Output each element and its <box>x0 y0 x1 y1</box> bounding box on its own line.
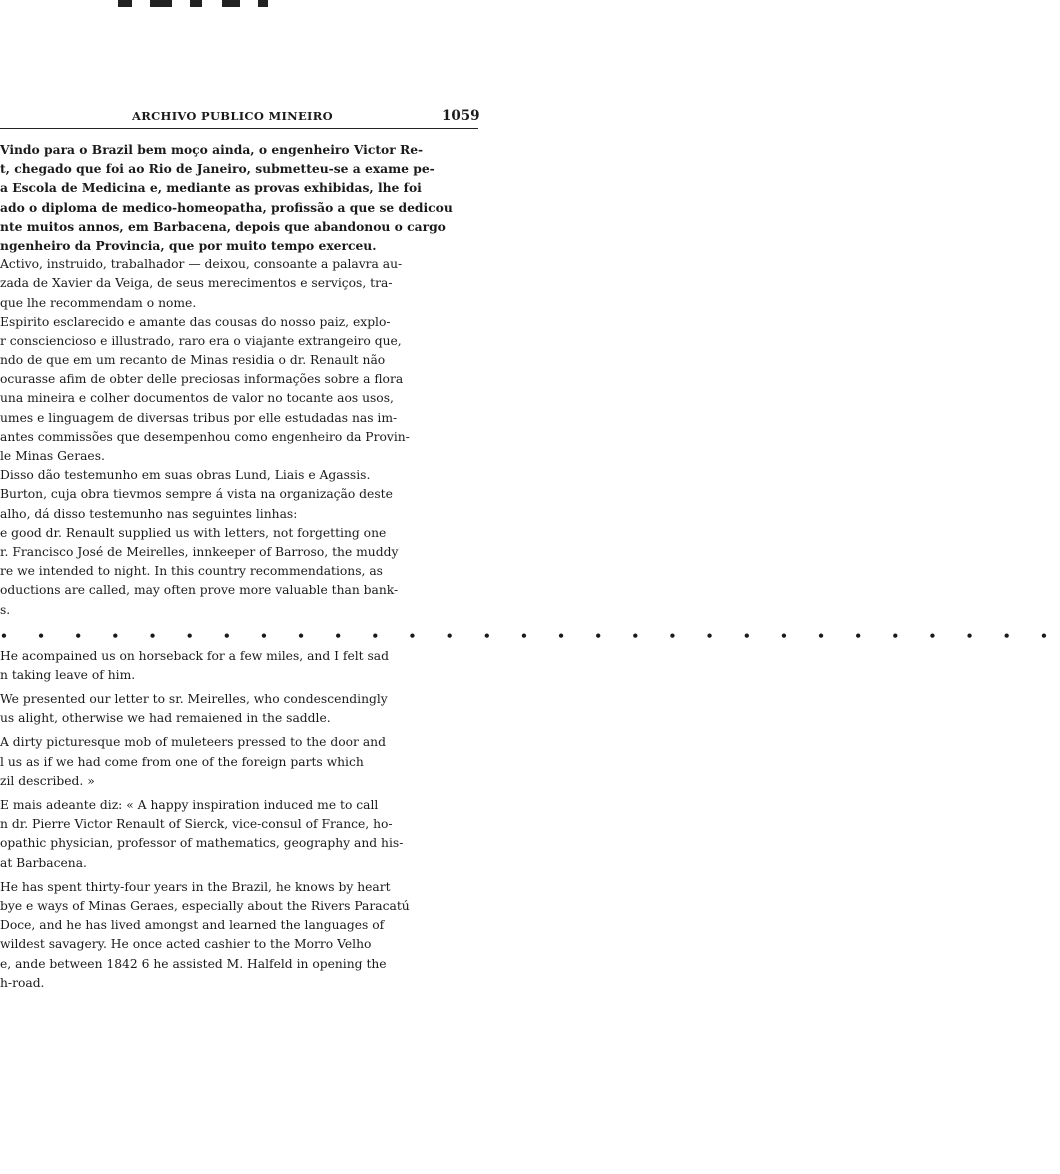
text-line: antes commissões que desempenhou como engenheiro da Provin- <box>0 429 410 444</box>
text-line: e, ande between 1842 6 he assisted M. Halfeld in opening the <box>0 956 387 971</box>
ellipsis-line: • • • • • • • • • • • • • • • • • • • • • • • • • • • • • <box>0 627 1060 643</box>
text-line: bye e ways of Minas Geraes, especially about the Rivers Paracatú <box>0 898 410 913</box>
text-line: wildest savagery. He once acted cashier to the Morro Velho <box>0 937 372 952</box>
top-edge-marks <box>0 0 587 12</box>
text-line: nte muitos annos, em Barbacena, depois que abandonou o cargo <box>0 218 446 234</box>
text-line: zada de Xavier da Veiga, de seus merecimentos e serviços, tra- <box>0 276 393 291</box>
header-rule <box>0 128 478 129</box>
text-line: ngenheiro da Provincia, que por muito tempo exerceu. <box>0 237 377 253</box>
body-text <box>0 140 1060 993</box>
page-number: 1059 <box>442 108 480 124</box>
text-line: Doce, and he has lived amongst and learned the languages of <box>0 918 385 933</box>
text-line: E mais adeante diz: « A happy inspiration induced me to call <box>0 798 379 812</box>
text-line: t, chegado que foi ao Rio de Janeiro, submetteu-se a exame pe- <box>0 161 435 177</box>
text-line: n dr. Pierre Victor Renault of Sierck, vice-consul of France, ho- <box>0 817 393 832</box>
text-line: h-road. <box>0 975 45 990</box>
edge-mark <box>118 0 132 7</box>
edge-mark <box>190 0 202 7</box>
text-line: We presented our letter to sr. Meirelles, who condescendingly <box>0 692 388 707</box>
text-line: l us as if we had come from one of the foreign parts which <box>0 754 364 769</box>
text-line: Burton, cuja obra tievmos sempre á vista na organização deste <box>0 487 393 502</box>
text-line: re we intended to night. In this country recommendations, as <box>0 564 383 579</box>
running-head <box>0 108 587 128</box>
text-line: He acompained us on horseback for a few miles, and I felt sad <box>0 648 390 663</box>
text-line: r consciencioso e illustrado, raro era o viajante extrangeiro que, <box>0 333 402 348</box>
text-line: opathic physician, professor of mathematics, geography and his- <box>0 836 404 851</box>
text-line: us alight, otherwise we had remaiened in the saddle. <box>0 711 331 726</box>
text-line: que lhe recommendam o nome. <box>0 295 197 310</box>
text-line: at Barbacena. <box>0 855 87 870</box>
text-line: ocurasse afim de obter delle preciosas informações sobre a flora <box>0 372 404 387</box>
page-header-title: ARCHIVO PUBLICO MINEIRO <box>132 109 333 123</box>
text-line: alho, dá disso testemunho nas seguintes linhas: <box>0 506 298 521</box>
text-line: Disso dão testemunho em suas obras Lund, Liais e Agassis. <box>0 468 371 483</box>
text-line: Vindo para o Brazil bem moço ainda, o engenheiro Victor Re- <box>0 142 424 157</box>
text-line: ado o diploma de medico-homeopatha, profissão a que se dedicou <box>0 199 453 215</box>
edge-mark <box>222 0 240 7</box>
text-line: oductions are called, may often prove more valuable than bank- <box>0 583 399 598</box>
text-line: umes e linguagem de diversas tribus por elle estudadas nas im- <box>0 410 398 425</box>
text-line: Activo, instruido, trabalhador — deixou, consoante a palavra au- <box>0 257 403 272</box>
text-line: n taking leave of him. <box>0 667 136 682</box>
text-line: Espirito esclarecido e amante das cousas do nosso paiz, explo- <box>0 314 391 329</box>
text-line: zil described. » <box>0 773 95 788</box>
edge-mark <box>150 0 172 7</box>
text-line: a Escola de Medicina e, mediante as provas exhibidas, lhe foi <box>0 180 422 196</box>
text-line: ndo de que em um recanto de Minas residia o dr. Renault não <box>0 353 386 368</box>
text-line: e good dr. Renault supplied us with letters, not forgetting one <box>0 525 387 540</box>
text-line: s. <box>0 602 11 617</box>
text-line: r. Francisco José de Meirelles, innkeeper of Barroso, the muddy <box>0 544 399 559</box>
text-line: le Minas Geraes. <box>0 449 105 463</box>
text-line: A dirty picturesque mob of muleteers pressed to the door and <box>0 735 386 750</box>
text-line: una mineira e colher documentos de valor no tocante aos usos, <box>0 391 394 406</box>
edge-mark <box>258 0 268 7</box>
text-line: He has spent thirty-four years in the Brazil, he knows by heart <box>0 879 391 894</box>
